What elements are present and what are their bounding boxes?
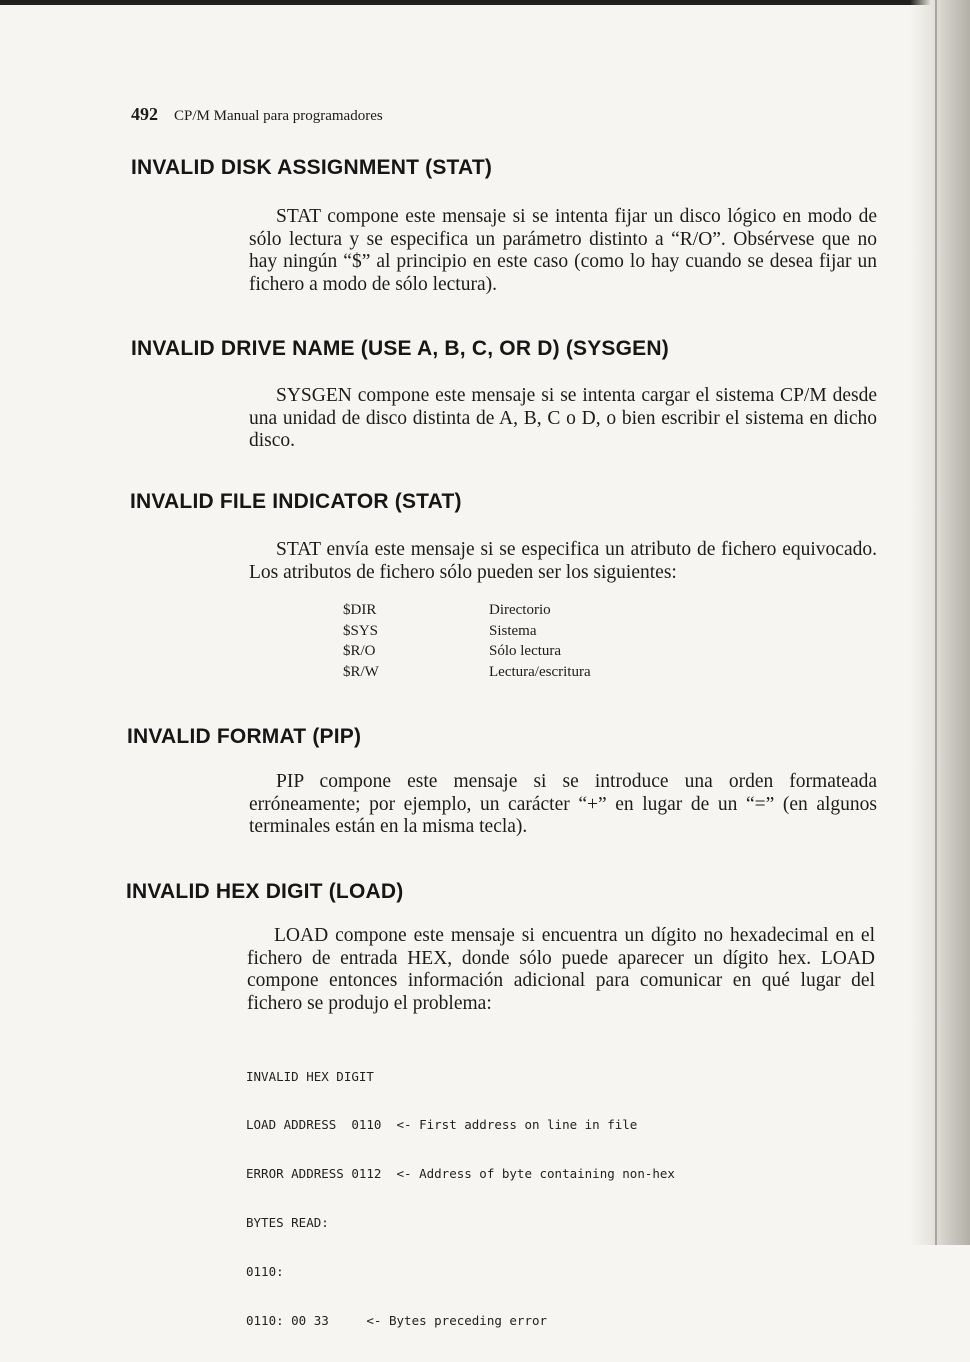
attribute-row [343, 641, 591, 662]
book-gutter-shadow [910, 0, 970, 1245]
running-header [131, 104, 383, 125]
code-line: 0110: [246, 1264, 284, 1280]
section-heading: INVALID FILE INDICATOR (STAT) [130, 490, 462, 513]
scan-top-edge [0, 0, 970, 5]
attribute-meaning: Lectura/escritura [489, 663, 591, 680]
code-listing [246, 1036, 675, 1362]
attribute-row [343, 600, 591, 621]
code-line: ERROR ADDRESS 0112 <- Address of byte containing non-hex [246, 1166, 675, 1182]
attribute-code: $R/O [343, 643, 376, 659]
section-heading: INVALID DRIVE NAME (USE A, B, C, OR D) (SYSGEN) [131, 337, 669, 360]
section-heading: INVALID HEX DIGIT (LOAD) [126, 880, 404, 903]
section-heading: INVALID FORMAT (PIP) [127, 725, 362, 748]
attribute-code: $DIR [343, 602, 377, 618]
code-line: INVALID HEX DIGIT [246, 1068, 374, 1084]
section-paragraph: LOAD compone este mensaje si encuentra un dígito no hexadecimal en el fichero de entrada HEX, donde sólo puede aparecer un dígito hex. LOAD compone entonces información adicional para comunicar en qué lugar del fichero se produjo el problema: [247, 925, 875, 1014]
attribute-row [343, 621, 591, 642]
section-paragraph: STAT compone este mensaje si se intenta fijar un disco lógico en modo de sólo lectura y se especifica un parámetro distinto a “R/O”. Obsérvese que no hay ningún “$” al principio en este caso (como lo hay cuando se desea fijar un fichero a modo de sólo lectura). [249, 206, 877, 295]
section-heading: INVALID DISK ASSIGNMENT (STAT) [131, 156, 493, 179]
attribute-meaning: Sólo lectura [489, 643, 562, 659]
section-paragraph: PIP compone este mensaje si se introduce una orden formateada erróneamente; por ejemplo, un carácter “+” en lugar de un “=” (en algunos terminales están en la misma tecla). [249, 771, 877, 837]
page-number: 492 [131, 104, 158, 124]
attribute-code: $SYS [343, 622, 379, 639]
attribute-code: $R/W [343, 663, 379, 680]
running-title: CP/M Manual para programadores [174, 108, 383, 124]
code-line: BYTES READ: [246, 1215, 329, 1231]
code-line: 0110: 00 33 <- Bytes preceding error [246, 1313, 548, 1329]
gutter-edge-line [935, 0, 937, 1245]
section-paragraph: SYSGEN compone este mensaje si se intenta cargar el sistema CP/M desde una unidad de disco distinta de A, B, C o D, o bien escribir el sistema en dicho disco. [249, 385, 877, 451]
section-paragraph: STAT envía este mensaje si se especifica un atributo de fichero equivocado. Los atributos de fichero sólo pueden ser los siguientes: [249, 539, 877, 583]
attribute-list [343, 600, 591, 682]
attribute-row [343, 662, 591, 683]
attribute-meaning: Sistema [489, 622, 537, 639]
attribute-meaning: Directorio [489, 602, 551, 618]
code-line: LOAD ADDRESS 0110 <- First address on line in file [246, 1117, 638, 1133]
